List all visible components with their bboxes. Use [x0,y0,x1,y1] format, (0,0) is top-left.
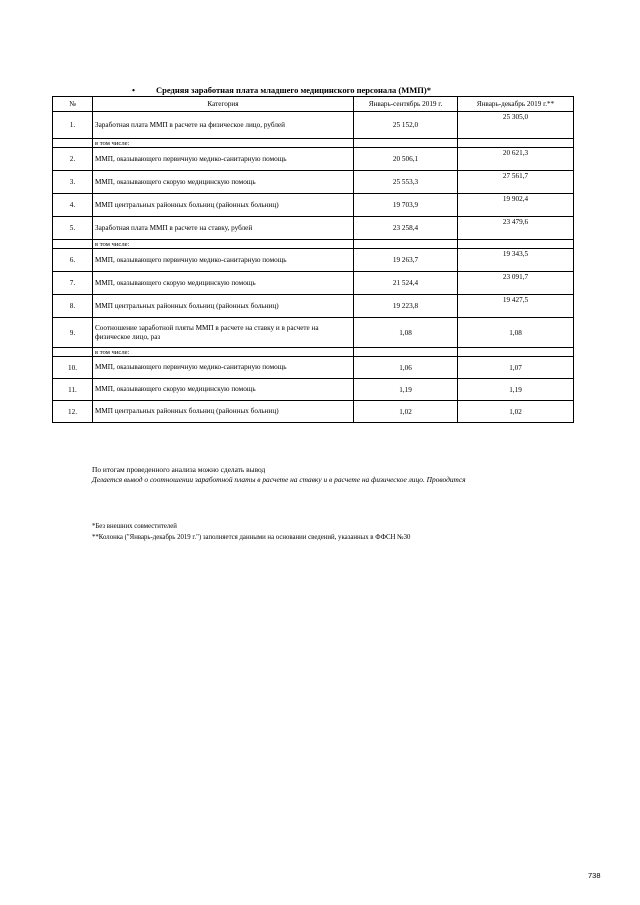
table-row [53,318,574,348]
row-value-2: 25 305,0 [458,112,574,139]
table-subheader-row [53,240,574,249]
row-value-2: 1,08 [458,318,574,348]
row-category: ММП, оказывающего скорую медицинскую помощь [93,171,354,194]
table-row [53,357,574,379]
row-value-1: 1,06 [354,357,458,379]
header-num: № [53,97,93,112]
row-num: 11. [53,379,93,401]
table-row [53,295,574,318]
row-value-1: 1,19 [354,379,458,401]
subheader-label: в том числе: [93,139,354,148]
table-row [53,112,574,139]
conclusion-text: Делается вывод о соотношении заработной платы в расчете на ставку и в расчете на физическое лицо. Проводится [92,475,466,484]
row-category: ММП центральных районных больниц (районных больниц) [93,401,354,423]
table-subheader-row [53,348,574,357]
row-value-1: 25 152,0 [354,112,458,139]
row-num: 3. [53,171,93,194]
row-value-1: 1,02 [354,401,458,423]
row-value-1: 23 258,4 [354,217,458,240]
row-value-1: 20 506,1 [354,148,458,171]
table-row [53,148,574,171]
table-row [53,217,574,240]
row-value-1: 19 703,9 [354,194,458,217]
footnote-1: *Без внешних совместителей [92,523,177,530]
row-category: Соотношение заработной пляты ММП в расчете на ставку и в расчете на физическое лицо, раз [93,318,354,348]
row-value-2: 1,02 [458,401,574,423]
row-category: ММП, оказывающего первичную медико-санитарную помощь [93,249,354,272]
row-value-1: 19 223,8 [354,295,458,318]
table-row [53,249,574,272]
header-col1: Январь-сентябрь 2019 г. [354,97,458,112]
row-category: ММП центральных районных больниц (районных больниц) [93,295,354,318]
salary-table [52,96,574,423]
header-col2: Январь-декабрь 2019 г.** [458,97,574,112]
row-value-1: 21 524,4 [354,272,458,295]
row-num: 10. [53,357,93,379]
row-value-1: 1,08 [354,318,458,348]
table-row [53,171,574,194]
row-num: 12. [53,401,93,423]
row-value-2: 27 561,7 [458,171,574,194]
row-category: ММП центральных районных больниц (районных больниц) [93,194,354,217]
row-category: Заработная плата ММП в расчете на ставку, рублей [93,217,354,240]
row-category: Заработная плата ММП в расчете на физическое лицо, рублей [93,112,354,139]
page-title [132,85,431,95]
row-num: 8. [53,295,93,318]
row-value-1: 25 553,3 [354,171,458,194]
title-text: Средняя заработная плата младшего медицинского персонала (ММП)* [156,85,431,95]
row-value-2: 23 091,7 [458,272,574,295]
row-category: ММП, оказывающего первичную медико-санитарную помощь [93,148,354,171]
row-value-1: 19 263,7 [354,249,458,272]
conclusion-intro: По итогам проведенного анализа можно сделать вывод [92,465,266,474]
row-value-2: 19 427,5 [458,295,574,318]
table-row [53,401,574,423]
table-row [53,272,574,295]
row-value-2: 1,07 [458,357,574,379]
conclusion-block [92,465,466,485]
row-value-2: 19 343,5 [458,249,574,272]
subheader-label: в том числе: [93,348,354,357]
row-value-2: 20 621,3 [458,148,574,171]
row-category: ММП, оказывающего первичную медико-санитарную помощь [93,357,354,379]
title-bullet: • [132,85,135,95]
row-num: 2. [53,148,93,171]
row-num: 7. [53,272,93,295]
row-value-2: 23 479,6 [458,217,574,240]
row-num: 6. [53,249,93,272]
row-num: 9. [53,318,93,348]
table-header-row [53,97,574,112]
row-category: ММП, оказывающего скорую медицинскую помощь [93,379,354,401]
subheader-label: в том числе: [93,240,354,249]
table-row [53,194,574,217]
row-num: 1. [53,112,93,139]
row-value-2: 19 902,4 [458,194,574,217]
footnote-2: **Колонка ("Январь-декабрь 2019 г.") заполняется данными на основании сведений, указанных в ФФСН №30 [92,534,411,541]
row-category: ММП, оказывающего скорую медицинскую помощь [93,272,354,295]
page-number: 738 [588,871,601,880]
header-category: Категория [93,97,354,112]
row-num: 5. [53,217,93,240]
table-subheader-row [53,139,574,148]
row-num: 4. [53,194,93,217]
table-row [53,379,574,401]
footnotes-block [92,521,410,543]
row-value-2: 1,19 [458,379,574,401]
